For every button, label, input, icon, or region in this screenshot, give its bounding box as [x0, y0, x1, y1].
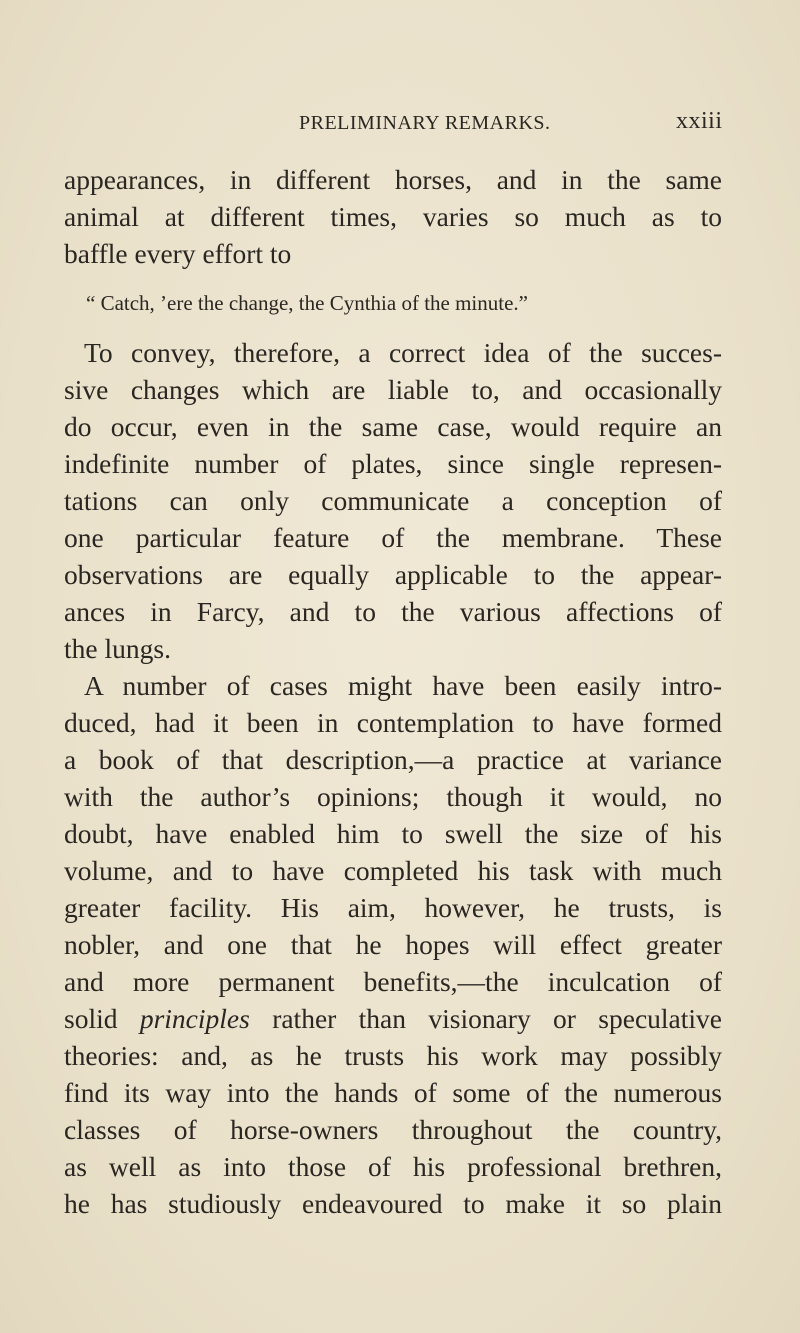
text-line: appearances, in different horses, and in the same — [64, 164, 722, 195]
text-line: and more permanent benefits,—the inculcation of — [64, 966, 722, 997]
text-run: rather than visionary or speculative — [249, 1003, 723, 1034]
text-line: indefinite number of plates, since single represen- — [64, 448, 722, 479]
running-head-title: PRELIMINARY REMARKS. — [299, 112, 551, 134]
text-line: A number of cases might have been easily intro- — [84, 670, 722, 701]
text-line: he has studiously endeavoured to make it so plain — [64, 1188, 722, 1219]
text-line: a book of that description,—a practice at variance — [64, 744, 722, 775]
text-line: volume, and to have completed his task with much — [64, 855, 722, 886]
text-line: duced, had it been in contemplation to have formed — [64, 707, 722, 738]
text-line: tations can only communicate a conception of — [64, 485, 722, 516]
text-line: as well as into those of his professional brethren, — [64, 1151, 722, 1182]
text-line: theories: and, as he trusts his work may possibly — [64, 1040, 722, 1071]
text-line: classes of horse-owners throughout the country, — [64, 1114, 722, 1145]
body-text — [64, 161, 722, 1222]
running-head — [0, 106, 800, 140]
block-quote: “ Catch, ’ere the change, the Cynthia of the minute.” — [86, 291, 528, 315]
text-line: greater facility. His aim, however, he trusts, is — [64, 892, 722, 923]
text-line: with the author’s opinions; though it would, no — [64, 781, 722, 812]
page-number: xxiii — [676, 108, 723, 134]
text-line: do occur, even in the same case, would require an — [64, 411, 722, 442]
text-line: sive changes which are liable to, and occasionally — [64, 374, 722, 405]
text-line: baffle every effort to — [64, 238, 292, 269]
text-line: nobler, and one that he hopes will effect greater — [64, 929, 722, 960]
text-line: observations are equally applicable to the appear- — [64, 559, 722, 590]
text-line: find its way into the hands of some of the numerous — [64, 1077, 722, 1108]
text-line — [64, 1000, 722, 1037]
text-line: To convey, therefore, a correct idea of the succes- — [84, 337, 722, 368]
text-line: animal at different times, varies so much as to — [64, 201, 722, 232]
text-line: one particular feature of the membrane. These — [64, 522, 722, 553]
text-line: doubt, have enabled him to swell the size of his — [64, 818, 722, 849]
text-line: the lungs. — [64, 633, 171, 664]
text-line: ances in Farcy, and to the various affections of — [64, 596, 722, 627]
text-run: solid — [64, 1003, 140, 1034]
italic-emphasis: principles — [139, 1003, 250, 1034]
